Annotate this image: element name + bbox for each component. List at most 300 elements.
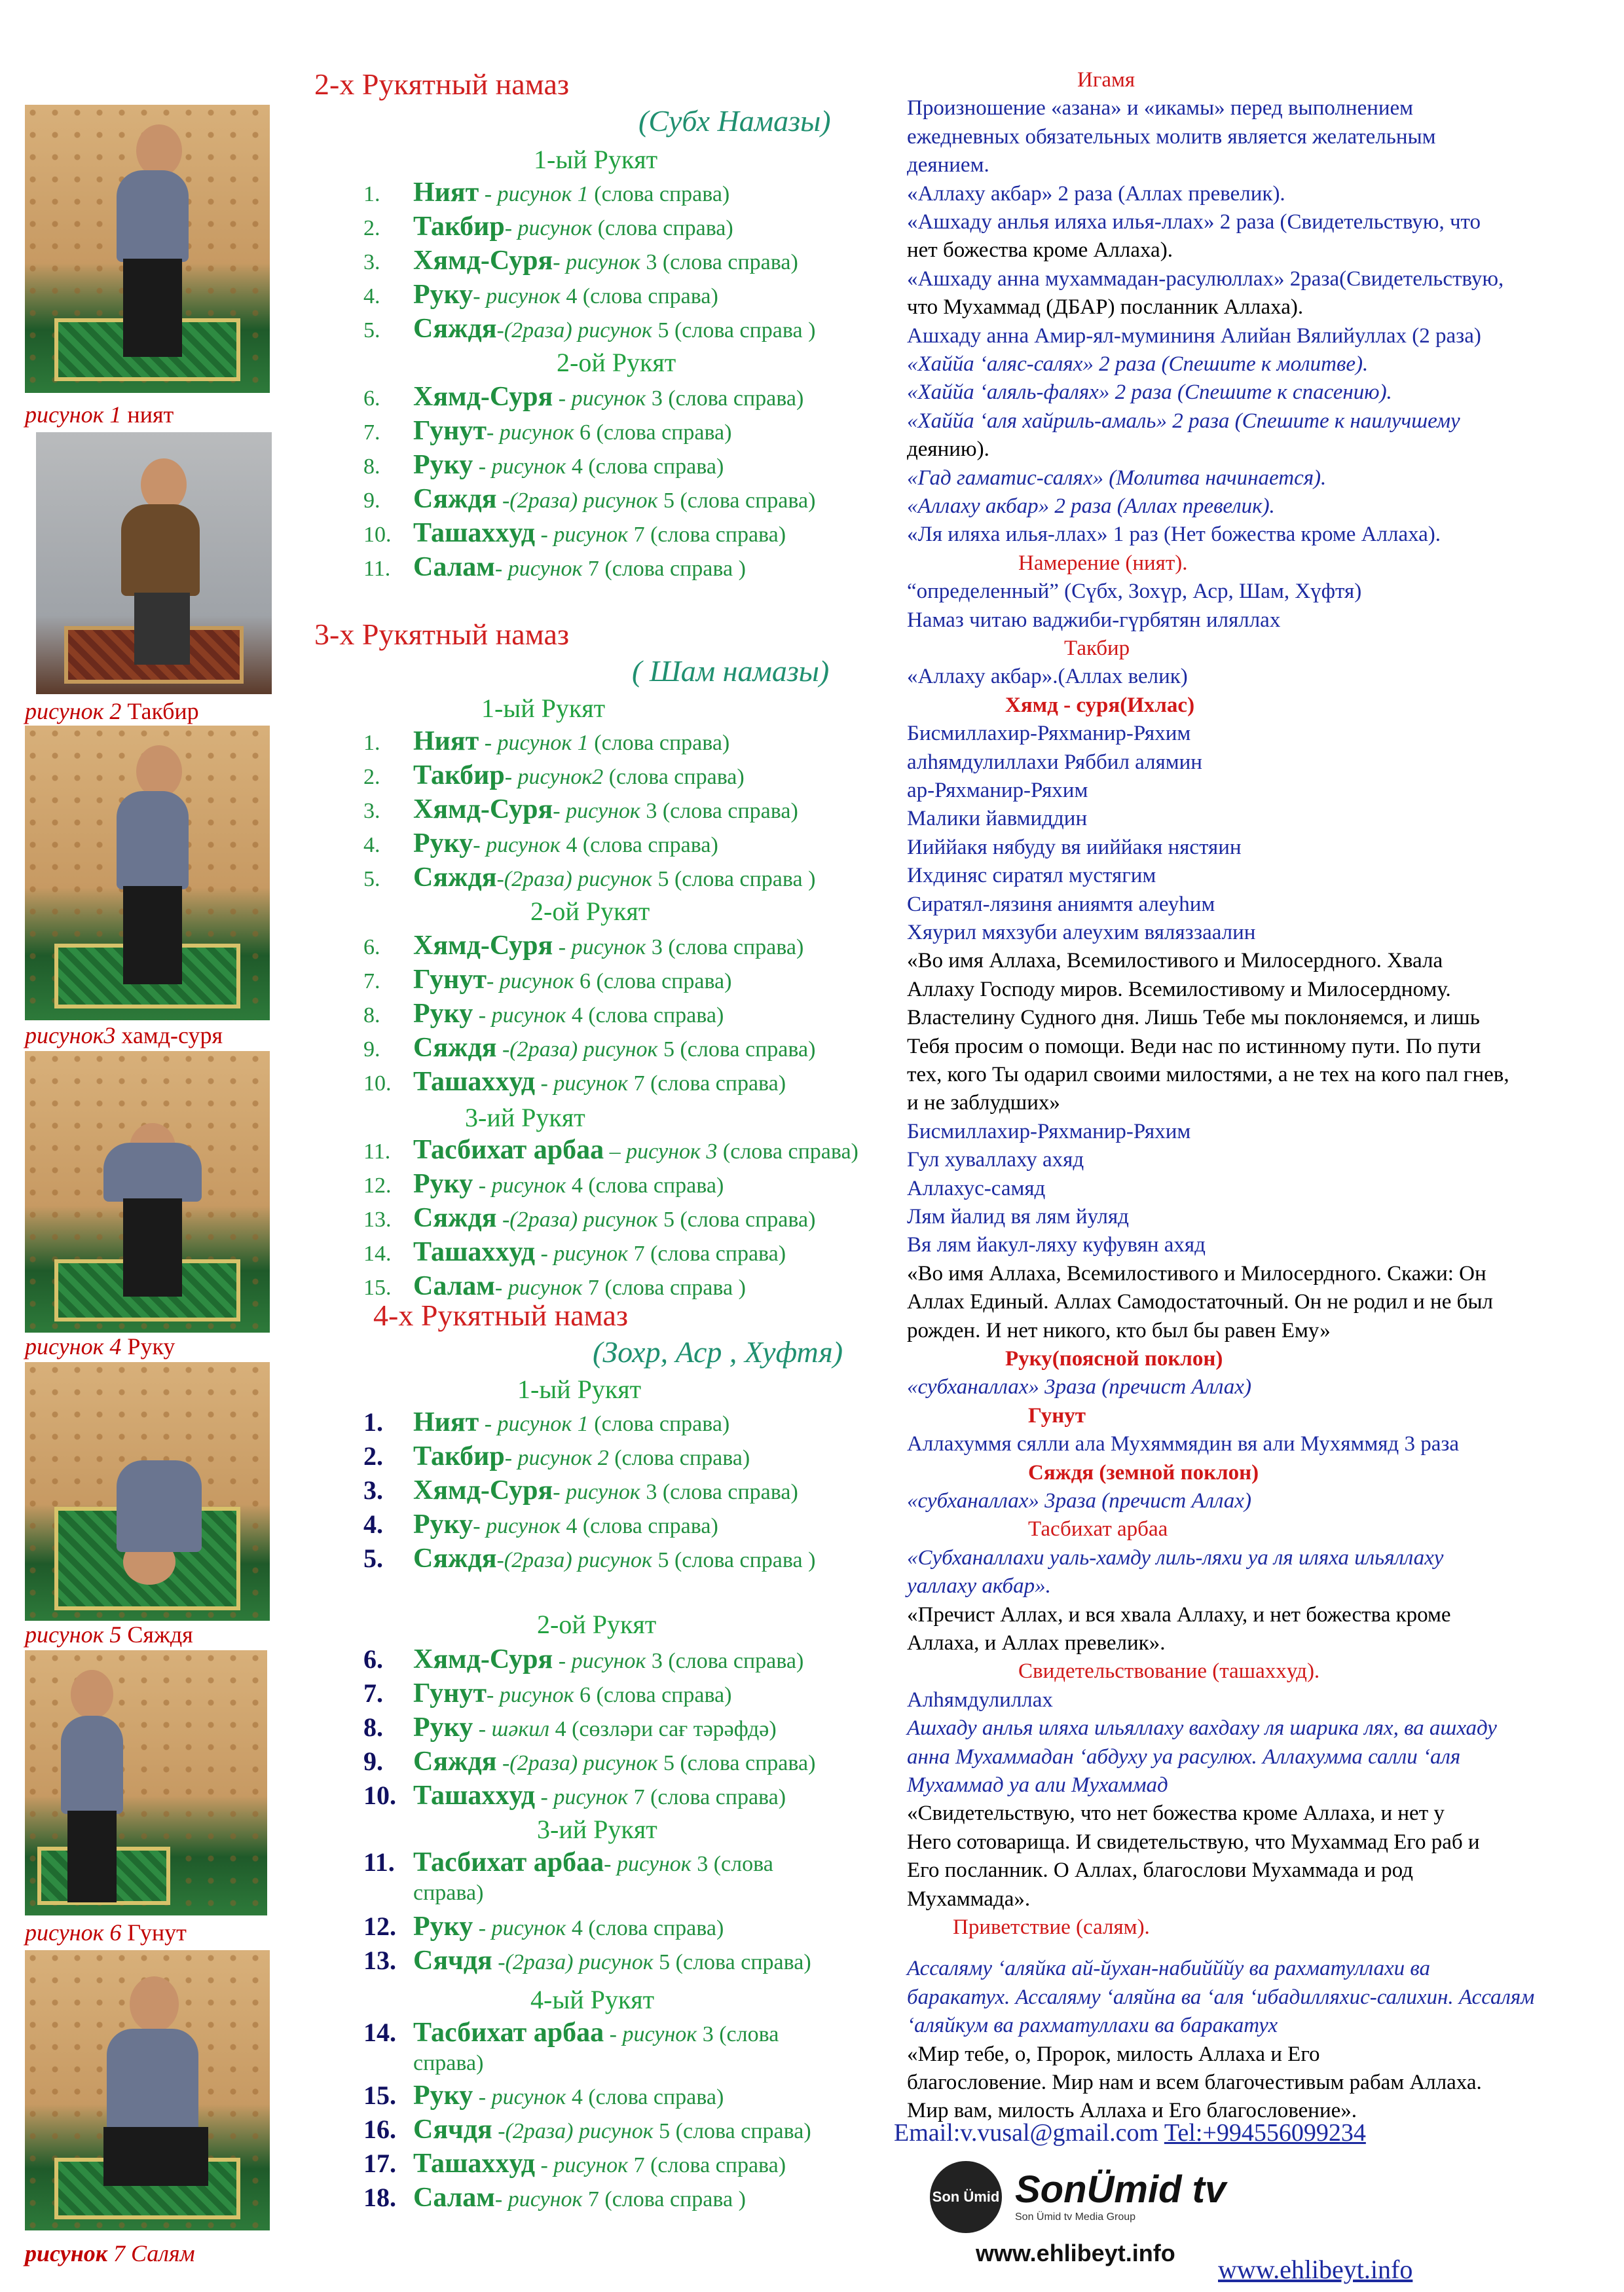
step-row [363,1066,786,1098]
right-text-line: ар-Ряхманир-Ряхим [907,779,1088,802]
step-name: Ният [413,1407,479,1437]
step-note: 7 (слова справа ) [582,1276,746,1300]
step-name: Сяждя [413,862,497,893]
photo-salam [25,1950,270,2230]
caption-6: рисунок 6 Гунут [25,1919,187,1946]
step-figure-ref: -(2раза) рисунок [492,1950,654,1974]
step-row [363,381,803,413]
step-figure-ref: - рисунок [473,1514,561,1538]
step-number: 7. [363,969,380,993]
step-number: 3. [363,250,380,274]
step-figure-ref: - рисунок [553,799,640,823]
step-number: 17. [363,2149,396,2178]
step-number: 13. [363,1946,396,1975]
step-name: Салам [413,1271,495,1301]
step-figure-ref: - рисунок [473,1003,566,1027]
step-row [363,1746,815,1777]
step-note: 7 (слова справа ) [582,557,746,581]
step-name: Хямд-Суря [413,1475,553,1506]
photo-qunut [25,1650,267,1915]
step-figure-ref: - рисунок [486,1683,574,1707]
son-umid-round-logo: Son Ümid tv [930,2161,1002,2233]
step-row [363,1911,724,1942]
step-figure-ref: - рисунок [504,216,593,240]
right-text-line: деянию). [907,437,989,462]
step-note: 3 (слова справа) [640,250,798,274]
step-number: 6. [363,935,380,959]
step-figure-ref: - рисунок [473,454,566,479]
right-text-line: Такбир [1064,637,1130,660]
step-row [363,1847,773,1878]
right-text-line: Мир вам, милость Аллаха и Его благословение». [907,2099,1357,2123]
step-name: Ташахxуд [413,518,536,548]
right-text-line: «Мир тебе, о, Пророк, милость Аллаха и Его [907,2042,1320,2066]
step-number: 9. [363,1747,383,1776]
step-name: Гунут [413,965,487,995]
step-row [363,483,815,515]
step-row [363,1032,815,1063]
step-figure-ref: - рисунок [604,1852,692,1876]
step-name: Хямд-Суря [413,794,553,824]
step-figure-ref: -(2раза) рисунок [496,1548,652,1572]
section-4-title: 4-х Рукятный намаз [373,1299,629,1332]
step-name: Хямд-Суря [413,246,553,276]
step-note: (слова справа) [717,1139,858,1164]
right-text-line: Свидетельствование (ташахxуд). [1018,1659,1320,1684]
right-text-line: «Ашхаду анна мухаммадан-расулюллах» 2раза(Свидетельствую, [907,267,1504,291]
step-figure-ref: - шәкил [473,1717,550,1741]
right-text-line: Игамя [1077,68,1135,92]
right-text-line: Бисмиллахир-Ряхманир-Ряхим [907,1119,1191,1143]
step-row [363,211,733,242]
right-text-line: Намаз читаю ваджиби-гүрбятян иляллах [907,608,1281,632]
step-row [363,1202,815,1234]
right-text-line: Руку(поясной поклон) [1005,1347,1223,1371]
step-number: 5. [363,867,380,891]
step-number: 2. [363,216,380,240]
right-text-line: «Аллаху акбар» 2 раза (Аллах превелик). [907,494,1275,518]
step-number: 7. [363,420,380,445]
step-number: 11. [363,557,391,581]
step-note: 7 (слова справа) [628,523,786,547]
step-number: 15. [363,2080,396,2110]
step-note: справа) [413,1881,484,1905]
step-row [363,313,815,344]
contact-line [894,2118,1366,2147]
step-row [363,1678,731,1709]
right-text-line: “определенный” (Сүбх, Зохүр, Аср, Шам, Хүфтя) [907,580,1362,604]
step-number: 12. [363,1174,392,1198]
step-number: 1. [363,1407,383,1437]
right-text-line: Тасбихат арбаа [1028,1517,1168,1542]
right-text-line: Хямд - суря(Ихлас) [1005,693,1195,717]
son-umid-wordmark-logo: SonÜmid tv Son Ümid tv Media Group [1015,2168,1227,2223]
step-note: 3 (слова [691,1852,773,1876]
step-number: 9. [363,1037,380,1062]
step-note: 4 (слова справа) [560,1514,718,1538]
step-note: 4 (слова справа) [566,2085,724,2109]
right-text-line: «Во имя Аллаха, Всемилостивого и Милосердного. Хвала [907,949,1443,973]
step-note: 3 (слова справа) [640,799,798,823]
step-number: 2. [363,765,380,789]
step-name: Руку [413,280,473,310]
step-note: 4 (слова справа) [566,1174,724,1198]
step-row [363,245,798,276]
photo-hamd-surah [25,726,270,1020]
step-figure-ref: -(2раза) рисунок [496,1037,658,1062]
right-text-line: Аллаха, и Аллах превелик». [907,1631,1166,1655]
step-note: (слова справа) [608,1446,750,1470]
step-row [363,2148,786,2179]
step-row [363,551,746,583]
right-text-line: Приветствие (салям). [953,1915,1150,1939]
step-number: 16. [363,2115,396,2144]
step-note: 4 (слова справа) [566,1916,724,1940]
step-number: 11. [363,1139,391,1164]
step-figure-ref: - рисунок2 [504,765,604,789]
step-note: справа) [413,2051,484,2075]
step-name: Сяждя [413,1543,497,1574]
step-row [363,862,815,893]
right-text-line: Сяждя (земной поклон) [1028,1460,1259,1485]
step-note: 3 (слова справа) [646,386,804,411]
step-name: Ташахxуд [413,2149,536,2179]
step-row [363,998,724,1029]
photo-ruku [25,1051,270,1333]
step-figure-ref: - рисунок [473,284,561,308]
step-number: 18. [363,2183,396,2212]
step-row [363,1441,750,1472]
section-3-rakat-1: 1-ый Рукят [481,693,606,723]
step-number: 10. [363,1071,392,1096]
caption-1: рисунок 1 ният [25,401,174,428]
section-2-rakat-1: 1-ый Рукят [534,145,658,174]
right-text-line: Его посланник. О Аллах, благослови Мухаммада и род [907,1858,1413,1883]
right-text-line: анна Мухаммадан ‘абдуху уа расулюх. Аллахумма салли ‘аля [907,1745,1461,1769]
step-figure-ref: – рисунок 3 [604,1139,718,1164]
right-text-line: «Ля иляха илья-ллах» 1 раз (Нет божества кроме Аллаха). [907,523,1441,547]
right-text-line: «Аллаху акбар».(Аллах велик) [907,665,1188,689]
step-note: 4 (сөзләри сағ тәрәфдә) [549,1717,777,1741]
step-row [363,1712,777,1743]
caption-7: рисунок 7 Салям [25,2240,195,2266]
step-figure-ref: - рисунок [473,2085,566,2109]
right-text-line: Хяурил мяхзуби алеухим вяляззаалин [907,921,1256,944]
right-text-line: «Пречист Аллах, и вся хвала Аллаху, и нет божества кроме [907,1602,1451,1627]
right-text-line: «Хаййа ‘аляль-фалях» 2 раза (Спешите к спасению). [907,380,1392,405]
section-3-rakat-2: 2-ой Рукят [530,896,650,926]
step-number: 8. [363,1003,380,1027]
step-name: Сяждя [413,1033,497,1063]
step-note: 3 (слова справа) [646,1649,804,1673]
right-text-line: алһямдулиллахи Ряббил алямин [907,750,1202,774]
step-figure-ref: - рисунок [494,557,583,581]
right-text-line: Ассаляму ‘аляйка ай-йухан-набийййу ва рахматуллахи ва [907,1957,1431,1981]
step-note: 4 (слова справа) [566,454,724,479]
right-text-line: Аллахуммя сялли ала Мухяммядин вя али Мухяммяд 3 раза [907,1432,1460,1456]
step-number: 7. [363,1678,383,1708]
step-number: 13. [363,1208,392,1232]
right-text-line: «Свидетельствую, что нет божества кроме Аллаха, и нет у [907,1802,1445,1826]
right-text-line: рожден. И нет никого, кто был бы равен Ему» [907,1318,1331,1342]
step-note: 3 (слова справа) [646,935,804,959]
step-name: Руку [413,1912,473,1942]
phone-link[interactable]: Tel:+994556099234 [1164,2119,1366,2147]
step-row [363,1236,786,1268]
step-number: 6. [363,1644,383,1674]
right-text-line: деянием. [907,153,989,177]
step-figure-ref: - рисунок [553,935,646,959]
step-row [363,2046,483,2077]
section-3-title: 3-х Рукятный намаз [314,618,570,651]
right-text-line: Произношение «азана» и «икамы» перед выполнением [907,96,1414,120]
step-number: 14. [363,1242,392,1266]
step-name: Хямд-Суря [413,382,553,412]
right-text-line: и не заблудших» [907,1091,1060,1115]
step-name: Салам [413,552,495,582]
step-note: 5 (слова справа) [653,1950,811,1974]
right-text-line: «Хаййа ‘аляс-салях» 2 раза (Спешите к молитве). [907,352,1369,376]
right-text-line: «Хаййа ‘аля хайриль-амаль» 2 раза (Спешите к наилучшему [907,409,1460,433]
right-text-line: Ихдиняс сиратял мустягим [907,864,1156,888]
step-name: Руку [413,999,473,1029]
right-text-line: Аллахус-самяд [907,1176,1046,1200]
step-row [363,1945,811,1976]
step-name: Ният [413,726,479,756]
step-row [363,517,786,549]
step-figure-ref: - рисунок [535,1071,629,1096]
step-name: Руку [413,1169,473,1199]
step-name: Руку [413,828,473,859]
step-note: 5 (слова справа ) [652,1548,816,1572]
step-name: Сяждя [413,484,497,514]
right-text-line: Него сотоварища. И свидетельствую, что Мухаммад Его раб и [907,1830,1480,1854]
step-figure-ref: - рисунок 1 [479,731,589,755]
step-row [363,279,718,310]
step-figure-ref: - рисунок 2 [504,1446,609,1470]
section-4-rakat-1: 1-ый Рукят [517,1375,642,1404]
step-row [363,930,803,961]
step-name: Такбир [413,760,505,790]
right-text-line: баракатух. Ассаляму ‘аляйна ва ‘аля ‘ибадилляхис-салихин. Ассалям [907,1985,1535,2009]
step-note: 5 (слова справа) [657,1037,816,1062]
step-name: Хямд-Суря [413,931,553,961]
step-number: 1. [363,182,380,206]
right-text-line: уаллаху акбар». [907,1574,1051,1599]
step-note: (слова справа) [588,1412,730,1436]
step-note: 5 (слова справа) [657,1208,816,1232]
right-text-line: Аллах Единый. Аллах Самодостаточный. Он не родил и не был [907,1290,1494,1314]
right-text-line: «Субханаллахи уаль-хамду лиль-ляхи уа ля иляха ильяллаху [907,1545,1444,1570]
step-number: 12. [363,1912,396,1941]
step-number: 6. [363,386,380,411]
section-4-rakat-4: 4-ый Рукят [530,1985,655,2014]
step-figure-ref: - рисунок [553,1649,646,1673]
step-note: 3 (слова [697,2022,779,2046]
photo-takbir [36,432,272,694]
step-note: 7 (слова справа) [628,1242,786,1266]
step-name: Ташахxуд [413,1781,536,1811]
step-row [363,828,718,859]
step-number: 8. [363,1712,383,1742]
step-figure-ref: -(2раза) рисунок [496,1208,658,1232]
right-text-line: «Аллаху акбар» 2 раза (Аллах превелик). [907,181,1285,206]
step-note: 7 (слова справа ) [582,2187,746,2211]
right-text-line: ‘аляйкум ва рахматуллахи ва баракатух [907,2014,1278,2038]
step-name: Ташахxуд [413,1067,536,1097]
caption-4: рисунок 4 Руку [25,1333,175,1359]
right-text-line: Властелину Судного дня. Лишь Тебе мы поклоняемся, и лишь [907,1006,1480,1030]
step-note: 7 (слова справа) [628,1071,786,1096]
step-figure-ref: - рисунок [553,1480,640,1504]
right-text-line: Малики йавмиддин [907,807,1088,831]
step-row [363,1168,724,1200]
right-text-line: Бисмиллахир-Ряхманир-Ряхим [907,722,1191,746]
right-text-line: «субханаллах» 3раза (пречист Аллах) [907,1489,1251,1513]
step-figure-ref: - рисунок [486,420,574,445]
step-name: Салам [413,2183,495,2213]
step-figure-ref: -(2раза) рисунок [496,489,658,513]
step-name: Такбир [413,212,505,242]
step-figure-ref: - рисунок [494,1276,583,1300]
step-row [363,449,724,481]
step-number: 10. [363,1781,396,1810]
step-figure-ref: - рисунок [553,386,646,411]
step-figure-ref: - рисунок [473,1916,566,1940]
step-number: 11. [363,1847,395,1877]
ehlibeyt-logo-url: www.ehlibeyt.info [976,2240,1175,2266]
right-text-line: «Во имя Аллаха, Всемилостивого и Милосердного. Скажи: Он [907,1261,1486,1285]
step-row [363,1407,729,1438]
step-note: 7 (слова справа) [628,2153,786,2177]
caption-3: рисунок3 хамд-суря [25,1022,223,1048]
right-text-line: нет божества кроме Аллаха). [907,238,1173,263]
step-row [363,177,729,208]
right-text-line: Мухаммада». [907,1887,1031,1911]
step-note: 6 (слова справа) [574,420,732,445]
right-text-line: Вя лям йакул-ляху куфувян ахяд [907,1233,1206,1257]
step-note: 5 (слова справа) [657,489,816,513]
step-name: Сяждя [413,1747,497,1777]
step-row [363,1475,798,1506]
right-text-line: Мухаммад уа али Мухаммад [907,1773,1168,1797]
step-row [363,1134,858,1166]
step-name: Руку [413,1712,473,1743]
right-text-line: Ииййакя нябуду вя ииййакя нястяин [907,835,1242,859]
step-figure-ref: - рисунок [604,2022,697,2046]
step-name: Тасбихат арбаа [413,1847,604,1877]
step-note: 6 (слова справа) [574,969,732,993]
step-name: Тасбихат арбаа [413,2018,604,2048]
caption-2: рисунок 2 Такбир [25,698,199,724]
section-2-subtitle: (Субх Намазы) [638,104,831,138]
step-number: 8. [363,454,380,479]
step-row [363,726,729,757]
step-figure-ref: - рисунок [535,1242,629,1266]
step-name: Руку [413,1509,473,1540]
right-text-line: что Мухаммад (ДБАР) посланник Аллаха). [907,295,1304,320]
section-3-subtitle: ( Шам намазы) [632,654,830,688]
photo-niyat [25,105,270,393]
step-note: 7 (слова справа) [628,1785,786,1809]
right-text-line: «Гад гаматис-салях» (Молитва начинается). [907,466,1327,490]
step-name: Сяждя [413,314,497,344]
right-text-line: Лям йалид вя лям йуляд [907,1205,1129,1229]
step-name: Такбир [413,1441,505,1471]
step-number: 14. [363,2018,396,2047]
step-figure-ref: - рисунок [535,1785,629,1809]
step-row [363,1876,483,1907]
right-text-line: Алһямдулиллах [907,1688,1053,1712]
step-row [363,760,745,791]
step-figure-ref: -(2раза) рисунок [496,867,652,891]
step-note: (слова справа) [588,182,730,206]
step-figure-ref: - рисунок 1 [479,1412,589,1436]
step-name: Сячдя [413,1946,492,1976]
step-note: 6 (слова справа) [574,1683,732,1707]
right-text-line: Гул хуваллаху ахяд [907,1148,1084,1172]
right-text-line: «субханаллах» 3раза (пречист Аллах) [907,1375,1251,1399]
step-figure-ref: -(2раза) рисунок [496,1751,658,1775]
step-note: 4 (слова справа) [566,1003,724,1027]
section-4-subtitle: (Зохр, Аср , Хуфтя) [593,1335,843,1369]
right-text-line: ежедневных обязательных молитв является желательным [907,124,1436,149]
step-figure-ref: - рисунок [473,833,561,857]
step-name: Ният [413,177,479,208]
step-name: Гунут [413,416,487,446]
section-4-rakat-2: 2-ой Рукят [537,1610,657,1639]
email-text[interactable]: Email:v.vusal@gmail.com [894,2119,1159,2147]
right-text-line: благословение. Мир нам и всем благочестивым рабам Аллаха. [907,2071,1482,2094]
step-number: 4. [363,1509,383,1539]
step-note: 5 (слова справа ) [652,867,816,891]
step-figure-ref: - рисунок [535,2153,629,2177]
step-note: 4 (слова справа) [560,833,718,857]
step-name: Тасбихат арбаа [413,1135,604,1165]
step-row [363,415,731,447]
step-number: 9. [363,489,380,513]
step-figure-ref: - рисунок [473,1174,566,1198]
step-note: 3 (слова справа) [640,1480,798,1504]
ehlibeyt-link[interactable]: www.ehlibeyt.info [1218,2255,1413,2284]
section-4-rakat-3: 3-ий Рукят [537,1815,657,1844]
step-row [363,1644,803,1675]
step-row [363,2182,746,2213]
step-name: Ташахxуд [413,1237,536,1267]
right-text-line: Сиратял-лязиня аниямтя алеуһим [907,892,1215,916]
step-note: (слова справа) [588,731,730,755]
step-name: Хямд-Суря [413,1644,553,1674]
step-figure-ref: - рисунок [553,250,640,274]
step-figure-ref: -(2раза) рисунок [496,318,652,342]
photo-sajda [25,1362,270,1621]
right-text-line: «Ашхаду анлья иляха илья-ллах» 2 раза (Свидетельствую, что [907,210,1481,234]
step-name: Сяждя [413,1203,497,1233]
step-number: 3. [363,1475,383,1505]
step-note: 5 (слова справа) [653,2119,811,2143]
step-note: 5 (слова справа) [657,1751,816,1775]
step-number: 5. [363,1543,383,1573]
step-name: Руку [413,2080,473,2111]
section-3-rakat-3: 3-ий Рукят [465,1103,585,1132]
step-figure-ref: - рисунок [494,2187,583,2211]
step-note: 5 (слова справа ) [652,318,816,342]
step-row [363,1780,786,1811]
step-figure-ref: - рисунок 1 [479,182,589,206]
step-number: 2. [363,1441,383,1471]
step-note: (слова справа) [592,216,733,240]
right-text-line: Ашхаду анлья иляха ильяллаху вахдаху ля шарика лях, ва ашхаду [907,1716,1497,1741]
